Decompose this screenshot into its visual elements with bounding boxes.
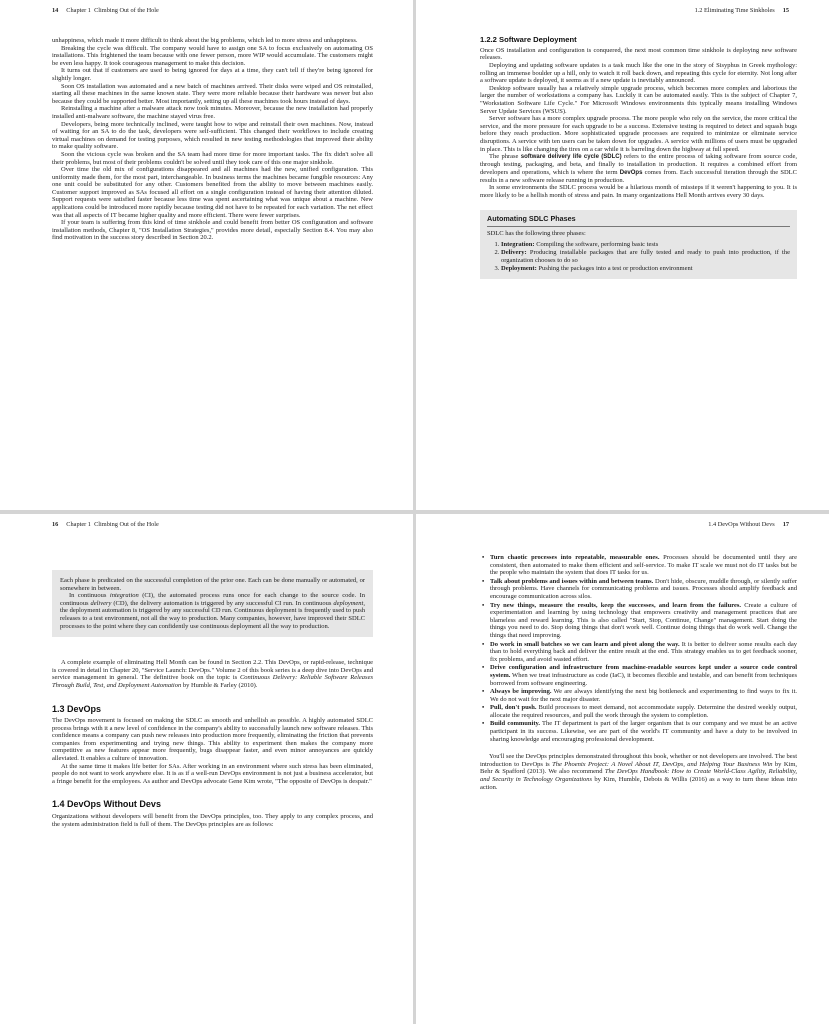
list-item: 3. Deployment: Pushing the packages into a test or production environment	[501, 265, 790, 273]
phase-list	[487, 241, 790, 273]
page-17	[416, 514, 829, 1024]
list-item: • Always be improving. We are always identifying the next big bottleneck and experimenting to find ways to fix it. We do not wait for the next major disaster.	[490, 688, 797, 703]
paragraph: Soon the vicious cycle was broken and the SA team had more time for more important tasks. The fix didn't solve all their problems, but most of their problems couldn't be solved until they took care of this one major sinkhole.	[52, 150, 373, 166]
section-label: 1.2 Eliminating Time Sinkholes	[694, 7, 775, 14]
term-devops: DevOps	[619, 169, 643, 176]
chapter-title: Climbing Out of the Hole	[94, 7, 159, 14]
paragraph: Deploying and updating software updates is a task much like the one in the story of Sisyphus in Greek mythology: rolling an immense boulder up a hill, only to watch it roll back down, and repeating this cycle for eternity. Not long after a software update is deployed, it seems as if a new update is inevitably announced.	[480, 62, 797, 85]
list-item: 2. Delivery: Producing installable packages that are fully tested and ready to push into production, if the organization chooses to do so	[501, 249, 790, 264]
paragraph: Reinstalling a machine after a malware attack now took minutes. Moreover, because the new installation had properly installed anti-malware software, the machine stayed virus free.	[52, 105, 373, 120]
paragraph: Developers, being more technically inclined, were taught how to wipe and reinstall their own machines. Now, instead of waiting for an SA to do the task, developers were self-sufficient. This changed their workflows to include creating virtual machines on demand for testing purposes, which resulted in new testing methodologies that improved their ability to make quality software.	[52, 120, 373, 151]
page-14	[0, 0, 413, 510]
section-heading: 1.2.2 Software Deployment	[480, 35, 577, 44]
paragraph: Over time the old mix of configurations disappeared and all machines had the new, unified configuration. This uniformity made them, for the most part, interchangeable. In business terms the machines became fungible resources: Any one unit could be substituted for any other. Customers benefited from the ability to move between machines easily. Customer support improved as SAs focused all effort on a single configuration instead of having their attention diluted. Support requests were satisfied faster because less time was spent ascertaining what was unique about a machine. New applications could be introduced more rapidly because testing did not have to be repeated for each variation. The net effect was that all aspects of IT became higher quality and more efficient. There were fewer surprises.	[52, 166, 373, 219]
list-item: • Turn chaotic processes into repeatable, measurable ones. Processes should be documented until they are consistent, then automated to make them efficient and self-service. To make IT scale we must not do IT tasks but be the people who maintain the system that does IT tasks for us.	[490, 554, 797, 577]
paragraph: Soon OS installation was automated and a new batch of machines arrived. Their disks were wiped and OS reinstalled, starting all these machines in the same known state. They were more reliable because their hardware was newer but also because they could be supported better. Most importantly, setting up all these machines took hours instead of days.	[52, 82, 373, 105]
list-item: • Pull, don't push. Build processes to meet demand, not accommodate supply. Determine the desired weekly output, allocate the required resources, and pull the work through the system to completion.	[490, 704, 797, 719]
box-paragraph: Each phase is predicated on the successful completion of the prior one. Each can be done manually or automated, or somewhere in between.	[60, 577, 365, 592]
paragraph-sdlc: The phrase software delivery life cycle (SDLC) refers to the entire process of taking software from source code, through testing, packaging, and beta, and finally to installation in production. It requires a combined effort from developers and operations, which is where the term DevOps comes from. Each successful iteration through the SDLC results in a new software release running in production.	[480, 153, 797, 184]
paragraph: unhappiness, which made it more difficult to think about the big problems, which led to more stress and unhappiness.	[52, 37, 358, 44]
paragraph: The DevOps movement is focused on making the SDLC as smooth and unhellish as possible. A highly automated SDLC process brings with it a new level of confidence in the company's ability to successfully launch new software releases. This confidence means a company can push new releases into production more frequently, eliminating the friction that prevents companies from experimenting and trying new things. This ability to experiment then makes the company more competitive as new features appear more frequently, bugs disappear faster, and even minor annoyances are quickly alleviated. It enables a culture of innovation.	[52, 717, 373, 763]
term-sdlc: software delivery life cycle (SDLC)	[520, 154, 622, 161]
page-body	[52, 570, 373, 828]
page-body	[480, 554, 797, 791]
paragraph: Server software has a more complex upgrade process. The more people who rely on the service, the more critical the service, and the more pressure for each upgrade to be a success. Extensive testing is required to detect and squash bugs before they reach production. More sophisticated upgrade processes are required to minimize or eliminate service disruptions. A service with ten users can be taken down for upgrades. A service with millions of users must be upgraded in place. This is like changing the tires on a car while it is barreling down the highway at full speed.	[480, 115, 797, 153]
page-16	[0, 514, 413, 1024]
box-paragraph: In continuous integration (CI), the automated process runs once for each change to the source code. In continuous delivery (CD), the delivery automation is triggered by any successful CI run. In continuous deployment, the deployment automation is triggered by any successful CD run. Continuous deployment is frequently used to push releases to a test environment, not all the way to production. Many companies, however, have improved their SDLC processes to the point where they can confidently use continuous deployment all the way to production.	[60, 592, 365, 630]
box-intro: SDLC has the following three phases:	[487, 230, 586, 238]
box-divider	[487, 226, 790, 227]
chapter-title: Climbing Out of the Hole	[94, 521, 159, 528]
sidebar-box	[480, 210, 797, 279]
list-item: • Drive configuration and infrastructure from machine-readable sources kept under a source code control system. When we treat infrastructure as code (IaC), it becomes flexible and testable, and can benefit from techniques borrowed from software engineering.	[490, 664, 797, 687]
paragraph: Organizations without developers will benefit from the DevOps principles, too. They apply to any complex process, and the system administration field is full of them. The DevOps principles are as follows:	[52, 812, 373, 828]
page-number: 14	[52, 7, 59, 14]
list-item: • Talk about problems and issues within and between teams. Don't hide, obscure, muddle through, or silently suffer through problems. Have channels for communicating problems and issues. Processes should amplify feedback and encourage communication across silos.	[490, 578, 797, 601]
paragraph: You'll see the DevOps principles demonstrated throughout this book, whether or not developers are involved. The best introduction to DevOps is The Phoenix Project: A Novel About IT, DevOps, and Helping Your Business Win by Kim, Behr & Spafford (2013). We also recommend The DevOps Handbook: How to Create World-Class Agility, Reliability, and Security in Technology Organizations by Kim, Humble, Debois & Willis (2016) as a way to turn these ideas into action.	[480, 753, 797, 791]
page-number: 15	[782, 7, 789, 14]
page-body	[52, 37, 373, 242]
running-header	[52, 7, 373, 14]
chapter-label: Chapter 1	[66, 521, 91, 528]
list-item: • Do work in small batches so we can learn and pivot along the way. It is better to deliver some results each day than to hold everything back and deliver the entire result at the end. This strategy enables us to get feedback sooner, fix problems, and avoid wasted effort.	[490, 641, 797, 664]
sidebar-box-continued	[52, 570, 373, 637]
page-15	[416, 0, 829, 510]
running-header	[52, 521, 373, 528]
paragraph: If your team is suffering from this kind of time sinkhole and could benefit from better OS configuration and software installation methods, Chapter 8, "OS Installation Strategies," provides more detail, especially Section 8.4. You may also find motivation in the success story described in Section 20.2.	[52, 219, 373, 242]
section-label: 1.4 DevOps Without Devs	[708, 521, 775, 528]
paragraph: A complete example of eliminating Hell Month can be found in Section 2.2. This DevOps, or rapid-release, technique is covered in detail in Chapter 20, "Service Launch: DevOps." Volume 2 of this book series is a deep dive into DevOps and service management in general. The definitive book on the topic is Continuous Delivery: Reliable Software Releases Through Build, Test, and Deployment Automation by Humble & Farley (2010).	[52, 659, 373, 689]
page-number: 16	[52, 521, 59, 528]
section-heading: 1.4 DevOps Without Devs	[52, 799, 161, 810]
page-body	[480, 36, 797, 279]
page-number: 17	[782, 521, 789, 528]
box-title: Automating SDLC Phases	[487, 213, 576, 223]
paragraph: At the same time it makes life better for SAs. After working in an environment where such stress has been eliminated, people do not want to work anywhere else. It is as if a well-run DevOps environment is not just a business accelerator, but a fringe benefit for the employees. As author and DevOps advocate Gene Kim wrote, "The opposite of DevOps is despair."	[52, 762, 373, 785]
section-heading: 1.3 DevOps	[52, 703, 102, 714]
running-header	[468, 7, 789, 14]
list-item: • Build community. The IT department is part of the larger organism that is our company and we must be an active participant in its success. Likewise, we are part of the world's IT community and have a duty to be involved in sharing knowledge and encouraging professional development.	[490, 720, 797, 743]
paragraph: Desktop software usually has a relatively simple upgrade process, which becomes more complex and laborious the larger the number of workstations a company has. Luckily it can be automated easily. This is the subject of Chapter 7, "Workstation Software Life Cycle." For Microsoft Windows environments this typically means installing Windows Server Update Services (WSUS).	[480, 84, 797, 115]
chapter-label: Chapter 1	[66, 7, 91, 14]
paragraph: Breaking the cycle was difficult. The company would have to assign one SA to focus exclusively on automating OS installations. This frightened the team because with one fewer person, more WIP would accumulate. The customers might be even less happy. It took courageous management to make this decision.	[52, 44, 373, 67]
running-header	[468, 521, 789, 528]
principles-list	[480, 554, 797, 743]
paragraph: It turns out that if customers are used to being ignored for days at a time, they can't tell if they're being ignored for slightly longer.	[52, 67, 373, 82]
paragraph: In some environments the SDLC process would be a hilarious month of missteps if it weren't happening to you. It is more likely to be a hellish month of stress and pain. In many organizations Hell Month arrives every 30 days.	[480, 184, 797, 199]
paragraph: Once OS installation and configuration is conquered, the next most common time sinkhole is deploying new software releases.	[480, 46, 797, 62]
list-item: 1. Integration: Compiling the software, performing basic tests	[501, 241, 790, 249]
list-item: • Try new things, measure the results, keep the successes, and learn from the failures. Create a culture of experimentation and learning by using technology that empowers creativity and management practices that are blameless and reward learning. This is also called "Start, Stop, Continue, Change" management. Start doing the things you need to do. Stop doing things that don't work well. Continue doing things that do work well. Change the things that need improving.	[490, 602, 797, 640]
